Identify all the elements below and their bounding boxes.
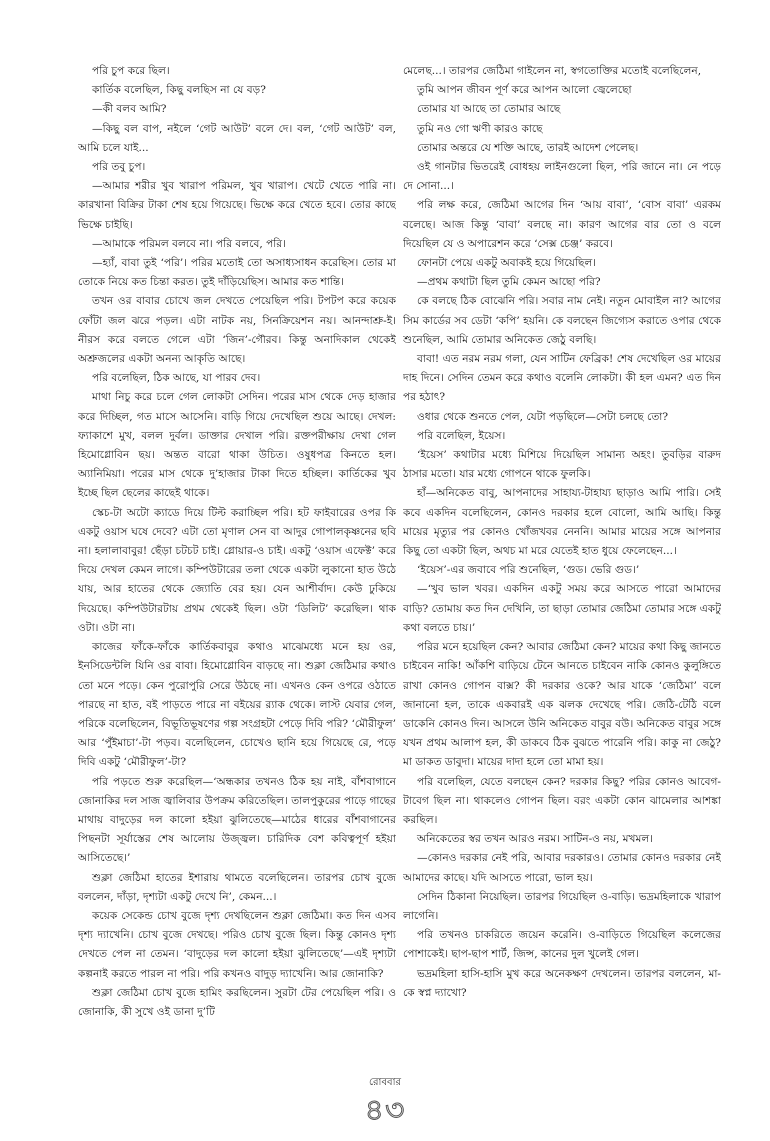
paragraph: হাঁ—অনিকেত বাবু, আপনাদের সাহায্য-টাহায্য ছাড়াও আমি পারি। সেই কবে একদিন বলেছিলেন, কোনও দরকার হলে বোলো, আমি আছি। কিন্তু মায়ের মৃত্যুর পর কোনও খোঁজখবর নেননি। আমার মায়ের সঙ্গে আপনার কিছু তো একটা ছিল, অথচ মা মরে যেতেই হাত ধুয়ে ফেলেছেন...।: [403, 487, 721, 558]
paragraph: —কোনও দরকার নেই পরি, আবার দরকারও। তোমার কোনও দরকার নেই আমাদের কাছে। যদি আসতে পারো, ভাল হয়।: [403, 852, 721, 884]
paragraph: মেলেছ...। তারপর জেঠিমা গাইলেন না, স্বগতোক্তির মতোই বলেছিলেন,: [403, 65, 702, 77]
paragraph: ওধার থেকে শুনতে পেল, যেটা পড়ছিলে—সেটা চলছে তো?: [417, 410, 669, 423]
paragraph: বাবা! এত নরম নরম গলা, যেন সাটিন ফেব্রিক! শেষ দেখেছিল ওর মায়ের দাহ দিনে। সেদিন তেমন করে কথাও বলেনি লোকটা। কী হল এমন? এত দিন পর হঠাৎ?: [403, 353, 721, 404]
left-column: [78, 62, 396, 1072]
paragraph: —আমাকে পরিমল বলবে না। পরি বলবে, পরি।: [92, 237, 286, 250]
paragraph: কে বলছে ঠিক বোঝেনি পরি। সবার নাম নেই। নতুন মোবাইল না? আগের সিম কার্ডের সব ডেটা ‘কপি’ হয়নি। কে বলছেন জিগ্যেস করাতে ওপার থেকে শুনেছিল, আমি তোমার অনিকেত জেঠু বলছি।: [403, 295, 721, 346]
paragraph: সেদিন ঠিকানা নিয়েছিল। তারপর গিয়েছিল ও-বাড়ি। ভদ্রমহিলাকে খারাপ লাগেনি।: [403, 890, 721, 922]
paragraph: কয়েক সেকেন্ড চোখ বুজে দৃশ্য দেখছিলেন শুক্লা জেঠিমা। কত দিন এসব দৃশ্য দ্যাখেনি। চোখ বুজে দেখছে। পরিও চোখ বুজে ছিল। কিন্তু কোনও দৃশ্য দেখতে পেল না তেমন। ‘বাদুড়ের দল কালো হইয়া ঝুলিতেছে’—এই দৃশ্যটা কল্পনাই করতে পারল না পরি। পরি কখনও বাদুড় দ্যাখেনি। আর জোনাকি?: [78, 909, 396, 980]
magazine-name: রোববার: [369, 1077, 401, 1088]
paragraph: —‘খুব ভাল খবর। একদিন একটু সময় করে আসতে পারো আমাদের বাড়ি? তোমায় কত দিন দেখিনি, তা ছাড়া তোমার জেঠিমা তোমার সঙ্গে একটু কথা বলতে চায়।’: [403, 583, 721, 634]
paragraph: পরি লক্ষ করে, জেঠিমা আগের দিন ‘আয় বাবা’, ‘বোস বাবা’ এরকম বলেছে। আজ কিন্তু ‘বাবা’ বলছে না। কারণ আগের বার তো ও বলে দিয়েছিল যে ও অপারেশন করে ‘সেক্স চেঞ্জ’ করবে।: [403, 199, 721, 250]
paragraph: কাজের ফাঁকে-ফাঁকে কার্তিকবাবুর কথাও মাঝেমধ্যে মনে হয় ওর, ইনসিডেন্টলি যিনি ওর বাবা। হিমোগ্লোবিন বাড়ছে না। শুক্লা জেঠিমার কথাও তো মনে পড়ে। কেন পুরোপুরি সেরে উঠছে না। এখনও কেন ওপরে ওঠাতে পারছে না হাত, বই পাড়তে পারে না বইয়ের র‍্যাক থেকে। লাস্ট যেবার গেল, পরিকে বলেছিলেন, বিভূতিভূষণের গল্প সংগ্রহটা পেড়ে দিবি পরি? ‘মৌরীফুল’ আর ‘পুঁইমাচা’-টা পড়ব। বলেছিলেন, চোখেও ছানি হয়ে গিয়েছে রে, পড়ে দিবি একটু ‘মৌরীফুল’-টা?: [78, 641, 396, 769]
song-line: তোমার অন্তরে যে শক্তি আছে, তারই আদেশ পেলেছ।: [417, 141, 639, 154]
paragraph: ভদ্রমহিলা হাসি-হাসি মুখ করে অনেকক্ষণ দেখলেন। তারপর বললেন, মা-কে স্বপ্ন দ্যাখো?: [403, 967, 721, 999]
paragraph: —হ্যাঁ, বাবা তুই ‘পরি’। পরির মতোই তো অসাধ্যসাধন করেছিস। তোর মা তোকে নিয়ে কত চিন্তা করত। তুই দাঁড়িয়েছিস। আমার কত শান্তি।: [78, 257, 396, 289]
paragraph: ‘ইয়েস’-এর জবাবে পরি শুনেছিল, ‘গুড। ভেরি গুড।’: [417, 564, 640, 577]
paragraph: ‘ইয়েস’ কথাটার মধ্যে মিশিয়ে দিয়েছিল সামান্য অহং। তুবড়ির বারুদ ঠাসার মতো। যার মধ্যে গোপনে থাকে ফুলকি।: [403, 449, 721, 481]
paragraph: পরির মনে হয়েছিল কেন? আবার জেঠিমা কেন? মায়ের কথা কিছু জানতে চাইবেন নাকি! আঁকশি বাড়িয়ে টেনে আনতে চাইবেন নাকি কোনও কুলুঙ্গিতে রাখা কোনও গোপন বাক্স? কী দরকার ওকে? আর যাকে ‘জেঠিমা’ বলে জানানো হল, তাকে একবারই এক ঝলক দেখেছে পরি। জেঠি-টেঠি বলে ডাকেনি কোনও দিন। আসলে উনি অনিকেত বাবুর বউ। অনিকেত বাবুর সঙ্গে যখন প্রথম আলাপ হল, কী ডাকবে ঠিক বুঝতে পারেনি পরি। কাকু না জেঠু? মা ডাকত ডাবুদা। মায়ের দাদা হলে তো মামা হয়।: [403, 641, 721, 769]
paragraph: শুক্লা জেঠিমা চোখ বুজে হামিং করছিলেন। সুরটা টের পেয়েছিল পরি। ও জোনাকি, কী সুখে ওই ডানা দু’টি: [78, 986, 396, 1018]
song-line: তুমি নও গো ঋণী কারও কাছে: [417, 122, 543, 135]
song-line: তোমার যা আছে তা তোমার আছে: [417, 103, 561, 116]
right-column: [403, 62, 721, 1072]
paragraph: পরি পড়তে শুরু করেছিল—‘অন্ধকার তখনও ঠিক হয় নাই, বাঁশবাগানে জোনাকির দল সাজ জ্বালিবার উপক্রম করিতেছিল। তালপুকুরের পাড়ে গাছের মাথায় বাদুড়ের দল কালো হইয়া ঝুলিতেছে—মাঠের ধারের বাঁশবাগানের পিছনটা সূর্যাস্তের শেষ আলোয় উজ্জ্বল। চারিদিক বেশ কবিত্বপূর্ণ হইয়া আসিতেছে।’: [78, 775, 396, 865]
paragraph: ফোনটা পেয়ে একটু অবাকই হয়ে গিয়েছিল।: [417, 257, 597, 270]
paragraph: পরি তবু চুপ।: [92, 161, 146, 174]
paragraph: কার্তিক বলেছিল, কিছু বলছিস না যে বড়?: [92, 84, 266, 97]
paragraph: —কী বলব আমি?: [92, 103, 167, 116]
paragraph: অনিকেতের স্বর তখন আরও নরম। সাটিন-ও নয়, মখমল।: [417, 833, 654, 846]
paragraph: তখন ওর বাবার চোখে জল দেখতে পেয়েছিল পরি। টপটপ করে কয়েক ফোঁটা জল ঝরে পড়ল। এটা নাটক নয়, সিনক্রিয়েশন নয়। আনন্দাশ্রু-ই। নীরস করে বলতে গেলে এটা ‘জিন’-গৌরব। কিন্তু অনাদিকাল থেকেই অশ্রুজলের একটা অনন্য আকৃতি আছে।: [78, 295, 396, 366]
paragraph: শুক্লা জেঠিমা হাতের ইশারায় থামতে বলেছিলেন। তারপর চোখ বুজে বললেন, দাঁড়া, দৃশ্যটা একটু দেখে নি’, কেমন...।: [78, 871, 396, 903]
paragraph: —আমার শরীর খুব খারাপ পরিমল, খুব খারাপ। খেটে খেতে পারি না। কারখানা বিক্রির টাকা শেষ হয়ে গিয়েছে। ভিক্ষে করে খেতে হবে। তোর কাছে ভিক্ষে চাইছি।: [78, 180, 396, 231]
paragraph: পরি বলেছিল, ইয়েস।: [417, 429, 506, 442]
song-line: তুমি আপন জীবন পূর্ণ করে আপন আলো জ্বেলেছো: [417, 84, 632, 97]
paragraph: পরি বলেছিল, ঠিক আছে, যা পারব দেব।: [92, 372, 261, 385]
paragraph: পরি বলেছিল, যেতে বলছেন কেন? দরকার কিছু? পরির কোনও আবেগ-টাবেগ ছিল না। থাকলেও গোপন ছিল। বরং একটা কোন ঝামেলার আশঙ্কা করছিল।: [403, 775, 721, 826]
paragraph: পরি চুপ করে ছিল।: [92, 65, 170, 77]
page-number: ৪৩: [364, 1093, 406, 1128]
paragraph: মাথা নিচু করে চলে গেল লোকটা সেদিন। পরের মাস থেকে দেড় হাজার করে দিচ্ছিল, গত মাসে আসেনি। বাড়ি গিয়ে দেখেছিল শুয়ে আছে। দেখল: ফ্যাকাশে মুখ, বলল দুর্বল। ডাক্তার দেখাল পরি। রক্তপরীক্ষায় দেখা গেল হিমোগ্লোবিন ছয়। অন্তত বারো থাকা উচিত। ওষুধপত্র কিনতে হল। অ্যানিমিয়া। পরের মাস থেকে দু’হাজার টাকা দিতে হচ্ছিল। কার্তিকের খুব ইচ্ছে ছিল ছেলের কাছেই থাকে।: [78, 391, 396, 500]
paragraph: পরি তখনও চাকরিতে জয়েন করেনি। ও-বাড়িতে গিয়েছিল কলেজের পোশাকেই। ছাপ-ছাপ শার্ট, জিন্স, কানের দুল খুলেই গেল।: [403, 929, 721, 961]
paragraph: —প্রথম কথাটা ছিল তুমি কেমন আছো পরি?: [417, 276, 601, 289]
paragraph: স্কেচ-টা অটো ক্যাডে দিয়ে টিল্ট করাচ্ছিল পরি। হট ফাইবারের ওপর কি একটু ওয়াস ঘষে দেবে? এটা তো মৃণাল সেন বা আদুর গোপালকৃষ্ণনের ছবি না। হলালাবাবুর! ছেঁড়া চটচট চাই। গ্লোয়ার-ও চাই। একটু ‘ওয়াস এফেক্ট’ করে দিয়ে দেখল কেমন লাগে। কম্পিউটারের তলা থেকে একটা লুকানো হাত উঠে যায়, আর হাতের থেকে জ্যোতি বের হয়। যেন আশীর্বাদ। কেউ ঢুকিয়ে দিয়েছে। কম্পিউটারটায় প্রথম থেকেই ছিল। ওটা ‘ডিলিট’ করেছিল। থাক ওটা। ওটা না।: [78, 506, 396, 634]
paragraph: —কিছু বল বাপ, নইলে ‘গেট আউট’ বলে দে। বল, ‘গেট আউট’ বল, আমি চলে যাই...: [78, 122, 396, 154]
paragraph: ওই গানটার ভিতরেই বোধহয় লাইনগুলো ছিল, পরি জানে না। নে পড়ে দে সোনা...।: [403, 161, 721, 193]
